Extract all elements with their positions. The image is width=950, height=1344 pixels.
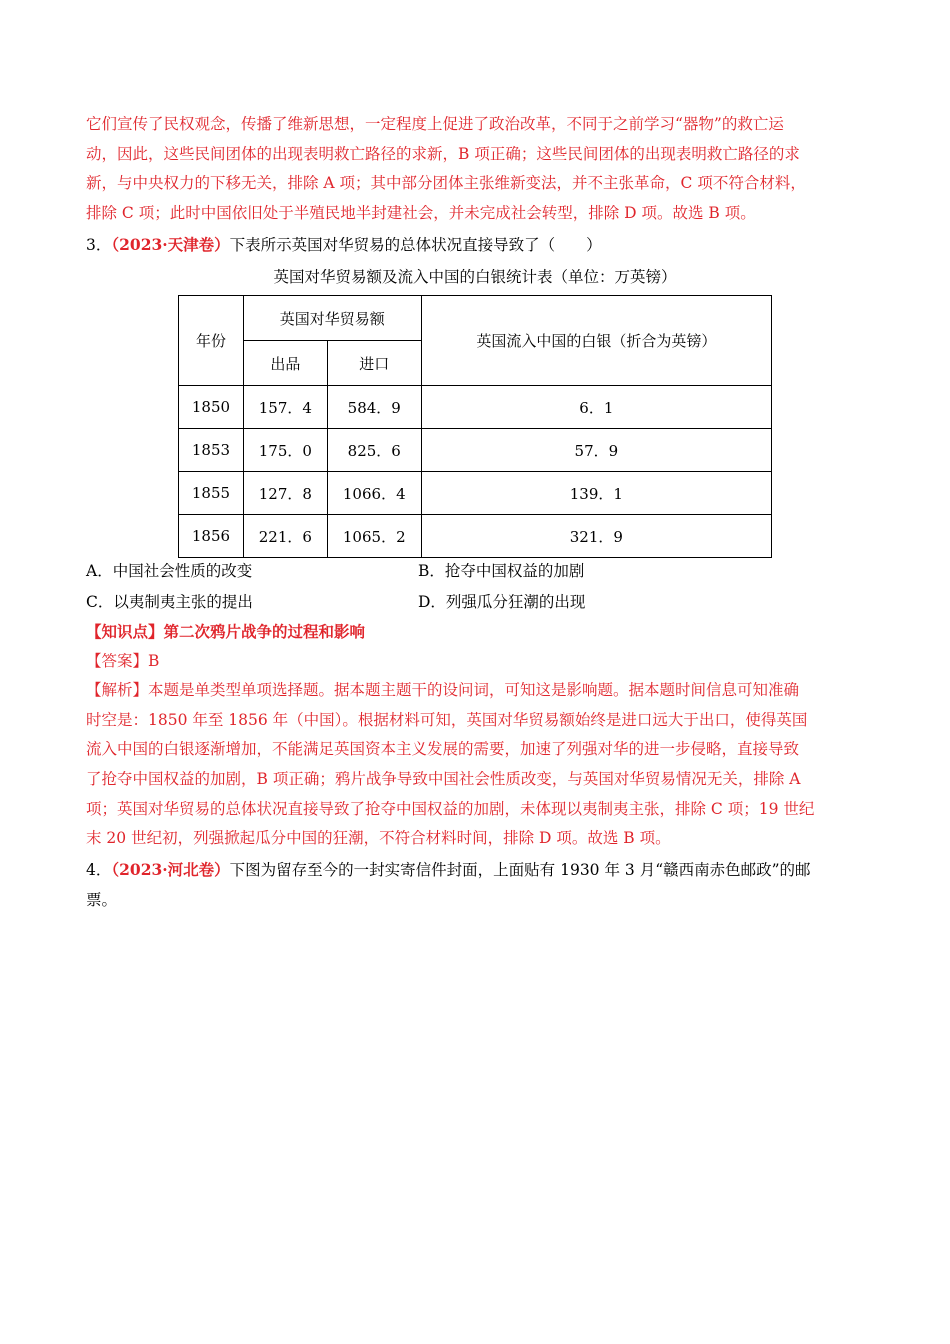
cell-silver: 57．9 — [421, 429, 771, 472]
intro-line: 它们宣传了民权观念，传播了维新思想，一定程度上促进了政治改革，不同于之前学习“器物”的救亡运 — [86, 115, 784, 133]
analysis-line: 了抢夺中国权益的加剧，B 项正确；鸦片战争导致中国社会性质改变，与英国对华贸易情况无关，排除 A — [86, 769, 801, 788]
question-3-stem — [86, 230, 862, 261]
cell-year: 1853 — [179, 429, 244, 472]
question-text: 下图为留存至今的一封实寄信件封面，上面贴有 1930 年 3 月“赣西南赤色邮政”的邮 — [229, 861, 811, 879]
analysis-line — [86, 676, 862, 706]
analysis-label: 【解析】 — [86, 681, 149, 700]
option-c: C．以夷制夷主张的提出 — [86, 593, 253, 611]
cell-year: 1855 — [179, 472, 244, 515]
question-4-line: 票。 — [86, 890, 118, 909]
cell-export: 175．0 — [243, 429, 327, 472]
option-d: D．列强瓜分狂潮的出现 — [418, 593, 586, 611]
answer-label: 【答案】 — [86, 651, 149, 670]
cell-import: 825．6 — [327, 429, 421, 472]
cell-import: 1065．2 — [327, 515, 421, 558]
cell-silver: 321．9 — [421, 515, 771, 558]
table-row — [179, 386, 772, 429]
cell-export: 221．6 — [243, 515, 327, 558]
explanation-block — [86, 617, 862, 854]
header-import: 进口 — [327, 341, 421, 386]
table-row — [179, 515, 772, 558]
cell-silver: 139．1 — [421, 472, 771, 515]
trade-table — [178, 295, 772, 558]
option-b: B．抢夺中国权益的加剧 — [418, 562, 585, 580]
analysis-line: 流入中国的白银逐渐增加，不能满足英国资本主义发展的需要，加速了列强对华的进一步侵略，直接导致 — [86, 740, 800, 759]
table-row — [179, 429, 772, 472]
analysis-text: 本题是单类型单项选择题。据本题主题干的设问词，可知这是影响题。据本题时间信息可知准确 — [148, 681, 800, 700]
cell-export: 157．4 — [243, 386, 327, 429]
header-silver: 英国流入中国的白银（折合为英镑） — [421, 296, 771, 386]
cell-year: 1850 — [179, 386, 244, 429]
intro-line: 动，因此，这些民间团体的出现表明救亡路径的求新，B 项正确；这些民间团体的出现表明救亡路径的求 — [86, 144, 800, 163]
cell-silver: 6．1 — [421, 386, 771, 429]
question-4-stem — [86, 855, 862, 915]
analysis-line: 末 20 世纪初，列强掀起瓜分中国的狂潮，不符合材料时间，排除 D 项。故选 B 项。 — [86, 829, 671, 848]
intro-paragraph — [86, 110, 862, 228]
table-row — [179, 472, 772, 515]
question-4-line — [86, 855, 862, 886]
knowledge-point — [86, 617, 862, 647]
header-export: 出品 — [243, 341, 327, 386]
answer-value: B — [148, 651, 160, 670]
question-number: 4． — [86, 861, 112, 879]
cell-year: 1856 — [179, 515, 244, 558]
answer-line — [86, 647, 862, 677]
cell-import: 1066．4 — [327, 472, 421, 515]
analysis-line: 项；英国对华贸易的总体状况直接导致了抢夺中国权益的加剧，未体现以夷制夷主张，排除 C 项；19 世纪 — [86, 799, 815, 818]
cell-export: 127．8 — [243, 472, 327, 515]
analysis-line: 时空是：1850 年至 1856 年（中国）。根据材料可知，英国对华贸易额始终是进口远大于出口，使得英国 — [86, 710, 808, 729]
table-caption: 英国对华贸易额及流入中国的白银统计表（单位：万英镑） — [273, 268, 677, 286]
header-trade: 英国对华贸易额 — [243, 296, 421, 341]
intro-line: 排除 C 项；此时中国依旧处于半殖民地半封建社会，并未完成社会转型，排除 D 项。故选 B 项。 — [86, 203, 756, 222]
intro-line: 新，与中央权力的下移无关，排除 A 项；其中部分团体主张维新变法，并不主张革命，C 项不符合材料， — [86, 174, 806, 193]
knowledge-text: 第二次鸦片战争的过程和影响 — [163, 622, 366, 641]
question-source: （2023·天津卷） — [111, 235, 230, 254]
option-a: A．中国社会性质的改变 — [86, 562, 253, 580]
question-number: 3． — [86, 236, 112, 254]
knowledge-label: 【知识点】 — [86, 622, 164, 641]
cell-import: 584．9 — [327, 386, 421, 429]
question-text: 下表所示英国对华贸易的总体状况直接导致了（ ） — [229, 236, 602, 254]
header-year: 年份 — [179, 296, 244, 386]
question-source: （2023·河北卷） — [111, 860, 230, 879]
